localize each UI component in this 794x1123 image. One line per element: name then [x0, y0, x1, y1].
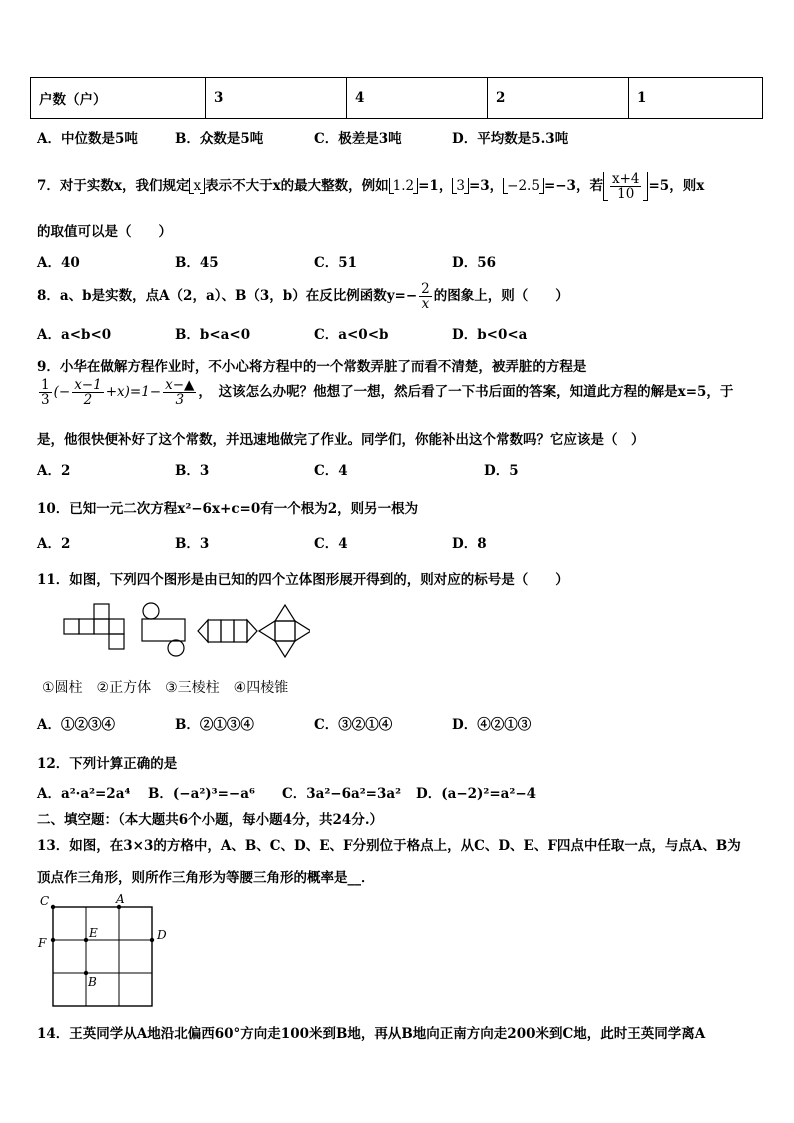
q6-option-c: C．极差是3吨	[314, 131, 402, 147]
q11-nets-figure	[60, 600, 310, 660]
q9-line2	[37, 378, 733, 407]
q11-option-b: B．②①③④	[175, 717, 254, 733]
q12-option-b: B．(−a²)³=−a⁶	[148, 786, 255, 802]
q9-option-c: C．4	[314, 463, 348, 479]
q6-option-d: D．平均数是5.3吨	[452, 131, 569, 147]
q7-ex3: −2.5	[503, 178, 544, 194]
q8-option-a: A．a<b<0	[37, 327, 112, 343]
point-f	[51, 938, 55, 942]
table-cell: 4	[347, 78, 488, 119]
table-row	[31, 78, 763, 119]
q13-line2: 顶点作三角形，则所作三角形为等腰三角形的概率是__．	[37, 870, 375, 886]
q12-option-c: C．3a²−6a²=3a²	[282, 786, 402, 802]
table-cell: 2	[488, 78, 629, 119]
table-cell: 1	[629, 78, 763, 119]
q9-option-b: B．3	[175, 463, 210, 479]
q9-frac1-den: 2	[83, 392, 93, 408]
q9-frac2	[163, 378, 196, 407]
q7-option-c: C．51	[314, 255, 358, 271]
q11-option-c: C．③②①④	[314, 717, 393, 733]
q7-frac-den: 10	[617, 186, 635, 202]
label-a: A	[116, 892, 125, 906]
q7-text-a: 7．对于实数x，我们规定	[37, 178, 190, 194]
q11-solids-list: ①圆柱 ②正方体 ③三棱柱 ④四棱锥	[42, 680, 289, 696]
q9-line2-rest: ， 这该怎么办呢？他想了一想，然后看了一下书后面的答案，知道此方程的解是x=5，于	[198, 384, 734, 400]
table-row-label: 户数（户）	[31, 78, 206, 119]
q7-ex1-val: =1，	[418, 178, 453, 194]
q7-option-b: B．45	[175, 255, 219, 271]
label-c: C	[40, 894, 50, 908]
label-d: D	[157, 928, 167, 942]
q12-option-a: A．a²·a²=2a⁴	[37, 786, 131, 802]
q9-frac0-den: 3	[41, 392, 50, 408]
pyramid-net	[259, 605, 310, 657]
q9-frac1	[72, 378, 104, 407]
section-heading: 二、填空题：（本大题共6个小题，每小题4分，共24分.）	[37, 812, 384, 828]
q9-option-d: D．5	[484, 463, 519, 479]
q7-ex3-val: =−3，若	[543, 178, 603, 194]
q7-fraction-bracket	[603, 172, 649, 201]
q9-frac2-den: 3	[175, 392, 185, 408]
prism-net	[198, 620, 257, 642]
q8-fraction	[419, 282, 432, 311]
q9-frac1-num: x−1	[74, 377, 102, 393]
q8-frac-num: 2	[421, 281, 430, 297]
q13-grid-figure	[34, 890, 174, 1010]
q8-text-a: 8．a、b是实数，点A（2，a）、B（3，b）在反比例函数y=−	[37, 288, 418, 304]
q9-eq-b: +x)=1−	[105, 384, 162, 400]
q12-stem: 12．下列计算正确的是	[37, 756, 178, 772]
q7-option-d: D．56	[452, 255, 496, 271]
label-e: E	[89, 926, 98, 940]
point-e	[84, 938, 88, 942]
q7-ex2: 3	[452, 178, 469, 194]
q9-frac2-num: x−▲	[165, 377, 195, 393]
q11-option-d: D．④②①③	[452, 717, 532, 733]
q10-option-a: A．2	[37, 536, 71, 552]
q6-option-a: A．中位数是5吨	[37, 131, 138, 147]
q8-option-d: D．b<0<a	[452, 327, 528, 343]
q9-line3: 是，他很快便补好了这个常数，并迅速地做完了作业。同学们，你能补出这个常数吗？它应该是（ ）	[37, 432, 645, 448]
q8-frac-den: x	[421, 296, 430, 312]
q7-text-b: 表示不大于x的最大整数，例如	[205, 178, 389, 194]
q13-line1: 13．如图，在3×3的方格中，A、B、C、D、E、F分别位于格点上，从C、D、E、F四点中任取一点，与点A、B为	[37, 838, 741, 854]
q8-option-c: C．a<0<b	[314, 327, 389, 343]
q14-stem: 14．王英同学从A地沿北偏西60°方向走100米到B地，再从B地向正南方向走200米到C地，此时王英同学离A	[37, 1026, 706, 1042]
label-f: F	[38, 936, 47, 950]
q10-option-c: C．4	[314, 536, 348, 552]
household-table	[30, 77, 763, 119]
q12-option-d: D．(a−2)²=a²−4	[416, 786, 537, 802]
q7-bracket-x: x	[189, 178, 205, 194]
q6-option-b: B．众数是5吨	[175, 131, 264, 147]
point-d	[150, 938, 154, 942]
q9-eq-a: (−	[53, 384, 71, 400]
q10-option-d: D．8	[452, 536, 487, 552]
q7-option-a: A．40	[37, 255, 80, 271]
q9-line1: 9．小华在做解方程作业时，不小心将方程中的一个常数弄脏了而看不清楚，被弄脏的方程是	[37, 359, 587, 375]
q7-fraction	[610, 172, 642, 201]
cylinder-net	[142, 603, 185, 656]
table-cell: 3	[206, 78, 347, 119]
q8-stem	[37, 282, 569, 311]
q9-frac-one-third	[39, 378, 52, 407]
q9-frac0-num: 1	[41, 377, 50, 393]
q11-option-a: A．①②③④	[37, 717, 115, 733]
q7-frac-num: x+4	[611, 171, 640, 187]
q10-stem: 10．已知一元二次方程x²−6x+c=0有一个根为2，则另一根为	[37, 501, 419, 517]
q9-option-a: A．2	[37, 463, 71, 479]
q7-text-c: =5，则x	[648, 178, 705, 194]
q11-stem: 11．如图，下列四个图形是由已知的四个立体图形展开得到的，则对应的标号是（ ）	[37, 572, 569, 588]
q7-line2: 的取值可以是（ ）	[37, 224, 172, 240]
q7-ex1: 1.2	[389, 178, 418, 194]
q8-option-b: B．b<a<0	[175, 327, 251, 343]
q8-text-b: 的图象上，则（ ）	[433, 288, 569, 304]
point-c	[51, 905, 55, 909]
label-b: B	[88, 975, 97, 989]
q7-ex2-val: =3，	[468, 178, 504, 194]
cube-net	[64, 604, 124, 649]
q10-option-b: B．3	[175, 536, 210, 552]
q7-stem	[37, 172, 704, 201]
